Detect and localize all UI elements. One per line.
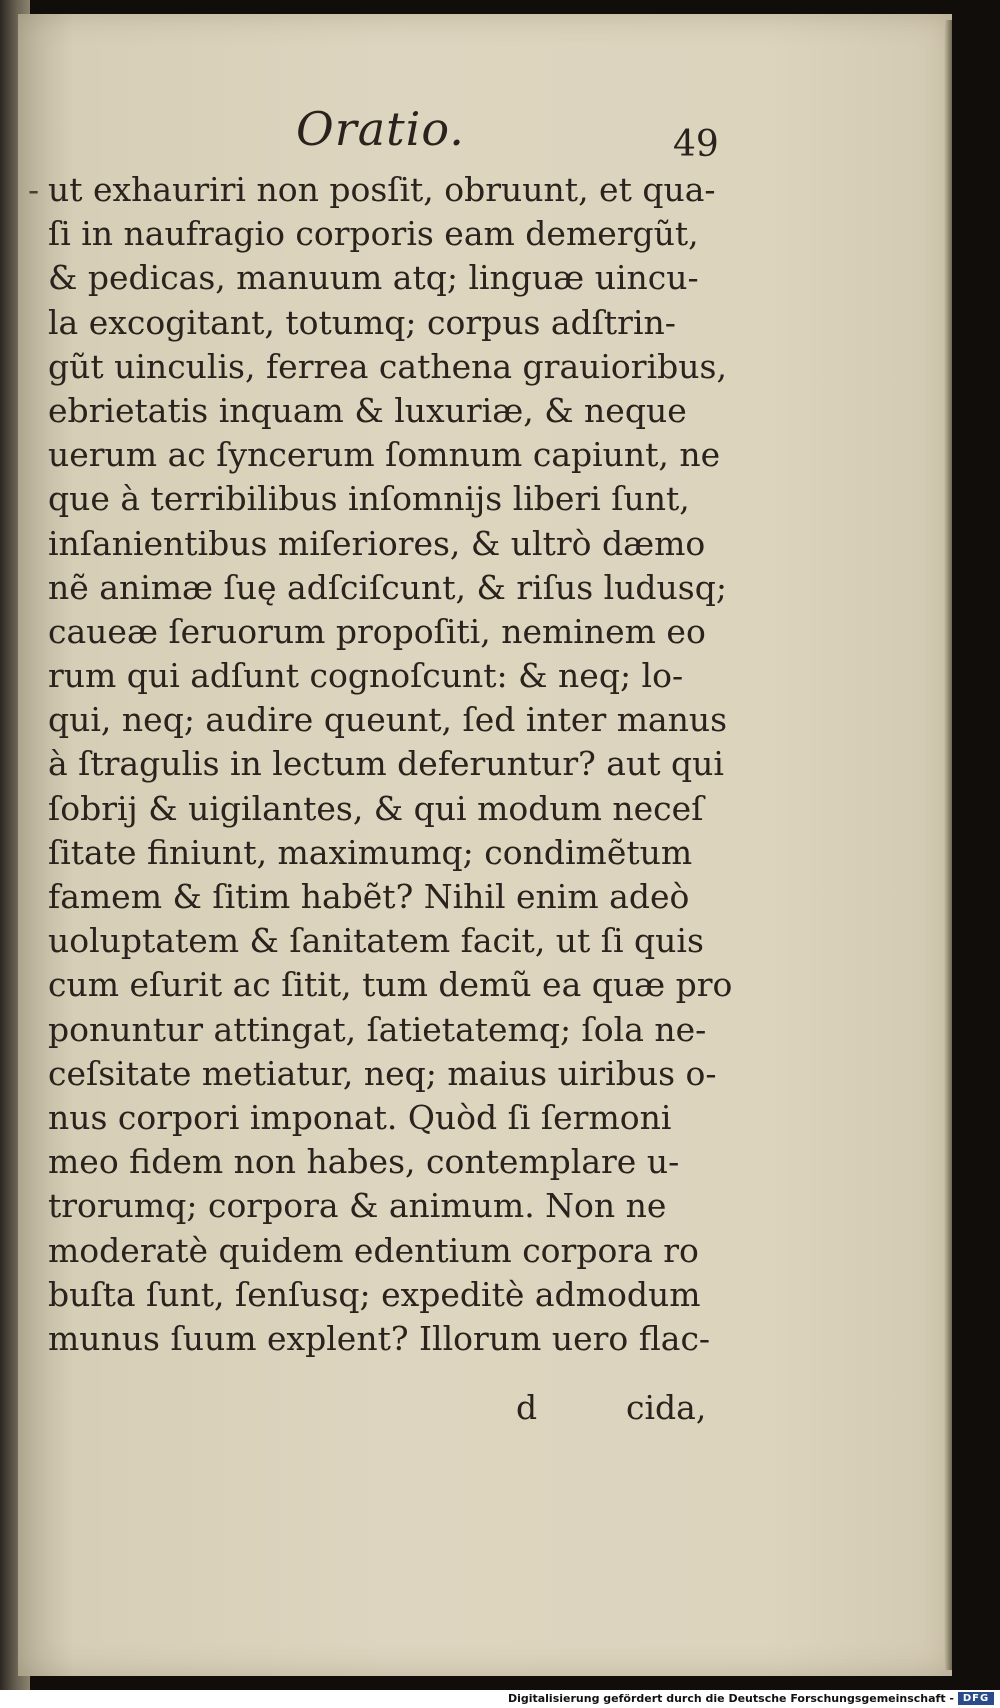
text-line: nẽ animæ ſuę adſciſcunt, & riſus ludusq;: [48, 567, 727, 607]
text-line: inſanientibus miſeriores, & ultrò dæmo: [48, 523, 706, 563]
page-number: 49: [673, 124, 719, 165]
text-line: gũt uinculis, ferrea cathena grauioribus,: [48, 346, 727, 386]
text-line: meo fidem non habes, contemplare u-: [48, 1142, 680, 1182]
text-line: ut exhauriri non posſit, obruunt, et qua-: [48, 170, 716, 209]
text-line: la excogitant, totumq; corpus adſtrin-: [48, 302, 676, 342]
text-line: que à terribilibus inſomnijs liberi ſunt,: [48, 479, 690, 519]
text-line: qui, neq; audire queunt, ſed inter manus: [48, 700, 728, 740]
text-line: cum eſurit ac ſitit, tum demũ ea quæ pro: [48, 965, 733, 1005]
text-line: & pedicas, manuum atq; linguæ uincu-: [48, 258, 699, 298]
text-line: ceſsitate metiatur, neq; maius uiribus o-: [48, 1053, 717, 1093]
running-head: Oratio.: [296, 102, 465, 156]
text-line: uerum ac ſyncerum ſomnum capiunt, ne: [48, 435, 721, 475]
text-line: ſobrij & uigilantes, & qui modum neceſ: [48, 788, 704, 828]
text-line: famem & ſitim habẽt? Nihil enim adeò: [48, 877, 690, 916]
margin-mark: -: [28, 170, 40, 209]
text-line: rum qui adſunt cognoſcunt: & neq; lo-: [48, 656, 684, 696]
book-page: [18, 14, 952, 1676]
text-line: moderatè quidem edentium corpora ro: [48, 1230, 699, 1270]
page-edge: [944, 20, 952, 1670]
catchword: cida,: [626, 1388, 707, 1427]
text-line: ponuntur attingat, ſatietatemq; ſola ne-: [48, 1009, 707, 1049]
funding-credit: Digitalisierung gefördert durch die Deutsche Forschungsgemeinschaft -: [507, 1692, 954, 1705]
text-line: uoluptatem & ſanitatem facit, ut ſi quis: [48, 921, 704, 961]
text-line: nus corpori imponat. Quòd ſi ſermoni: [48, 1097, 672, 1137]
signature-mark: d: [516, 1388, 538, 1427]
text-line: trorumq; corpora & animum. Non ne: [48, 1186, 667, 1226]
text-line: à ſtragulis in lectum deferuntur? aut qui: [48, 744, 724, 784]
text-line: caueæ ſeruorum propoſiti, neminem eo: [48, 611, 706, 651]
text-line: ſitate finiunt, maximumq; condimẽtum: [48, 832, 693, 872]
digitization-footer: [0, 1690, 1000, 1708]
text-line: ſi in naufragio corporis eam demergũt,: [48, 214, 699, 254]
dfg-logo: DFG: [958, 1692, 994, 1705]
text-line: buſta ſunt, ſenſusq; expeditè admodum: [48, 1274, 701, 1314]
text-line: munus ſuum explent? Illorum uero flac-: [48, 1318, 711, 1358]
catchword-line: [48, 1386, 728, 1430]
text-line: ebrietatis inquam & luxuriæ, & neque: [48, 390, 687, 430]
body-text: [48, 168, 733, 1361]
